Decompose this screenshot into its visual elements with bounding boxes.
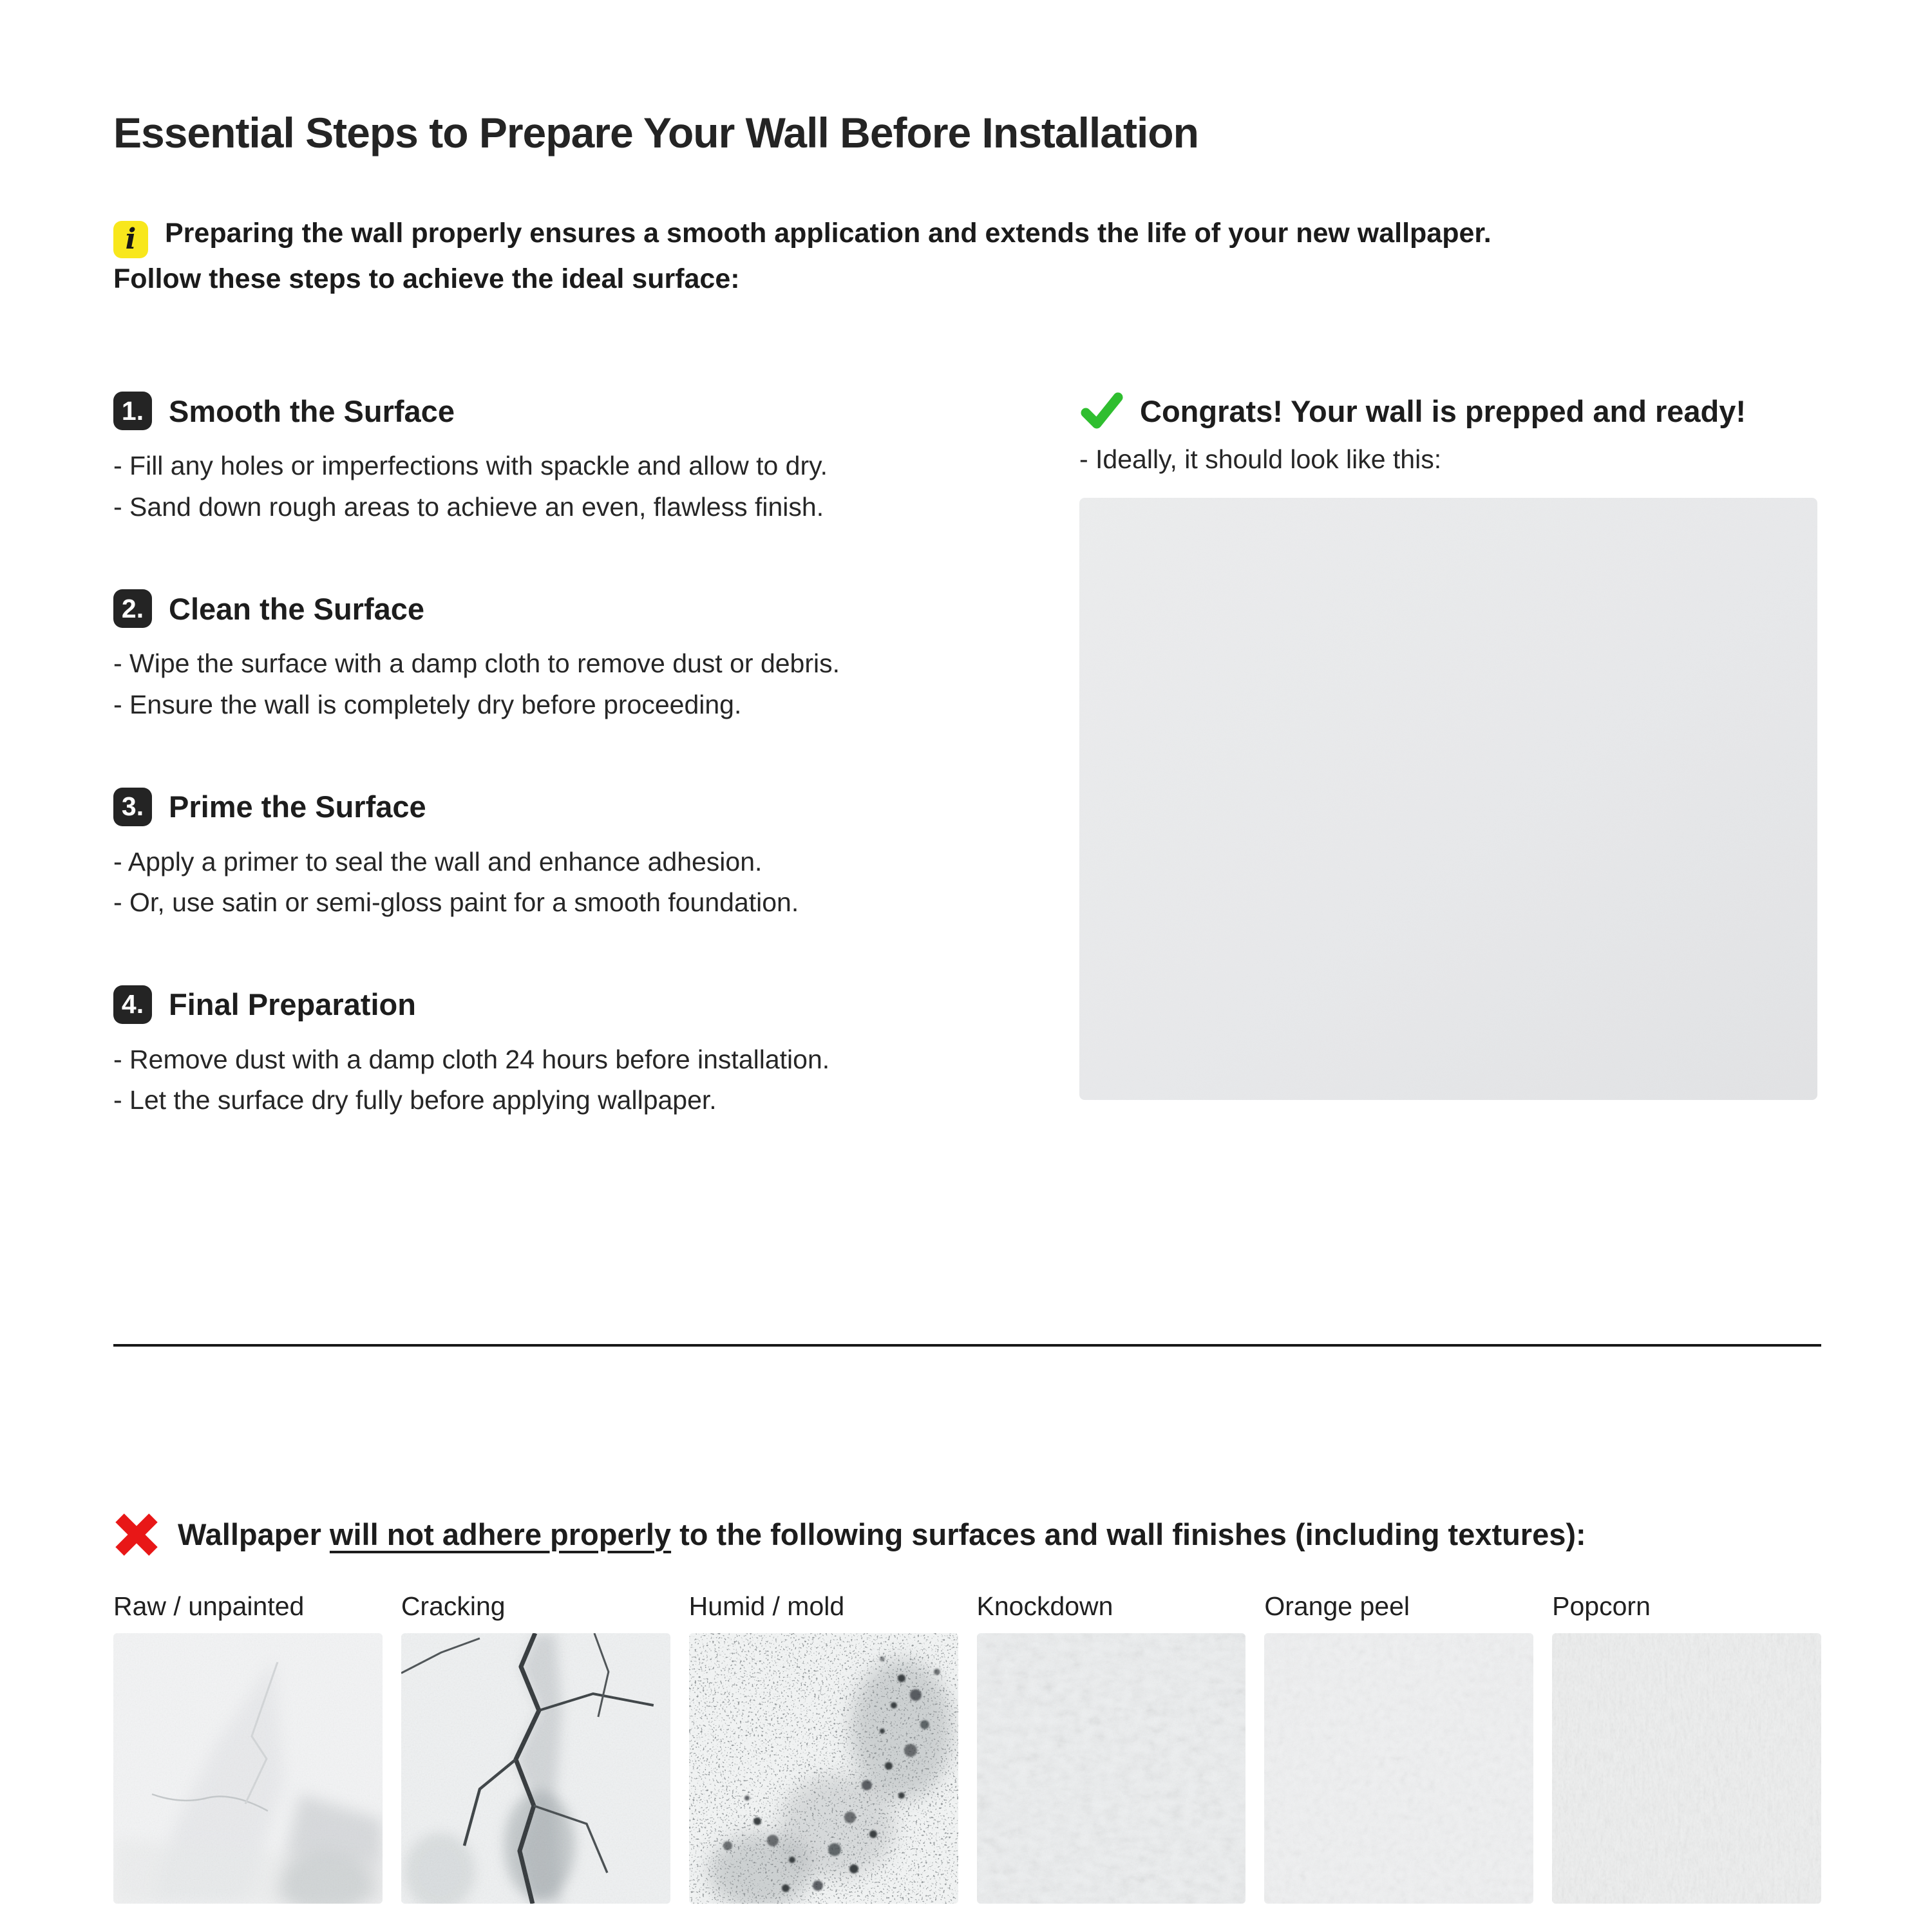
warning-text	[178, 1517, 1586, 1552]
surface-label: Cracking	[401, 1591, 506, 1621]
step-1-header	[113, 392, 1079, 430]
step-1-details	[113, 446, 1079, 527]
check-icon	[1079, 392, 1124, 430]
step-title: Final Preparation	[169, 987, 416, 1022]
page-title: Essential Steps to Prepare Your Wall Before Installation	[113, 109, 1198, 156]
step-number-badge: 3.	[113, 788, 152, 826]
intro-paragraph	[113, 213, 1821, 300]
section-divider	[113, 1344, 1821, 1347]
surface-label: Popcorn	[1552, 1591, 1651, 1621]
warning-suffix: to the following surfaces and wall finishes (including textures):	[671, 1517, 1586, 1552]
surface-humid-mold	[689, 1591, 958, 1904]
warning-prefix: Wallpaper	[178, 1517, 330, 1552]
step-2	[113, 589, 1079, 725]
two-column-layout	[113, 392, 1821, 1182]
texture-image-raw-unpainted	[113, 1633, 383, 1904]
step-detail-line: - Ensure the wall is completely dry before proceeding.	[113, 690, 742, 719]
warning-header	[113, 1511, 1821, 1558]
intro-line-1: Preparing the wall properly ensures a smooth application and extends the life of your new wallpaper.	[165, 218, 1492, 249]
step-title: Clean the Surface	[169, 591, 425, 626]
step-2-details	[113, 643, 1079, 725]
texture-image-cracking	[401, 1633, 670, 1904]
step-detail-line: - Wipe the surface with a damp cloth to remove dust or debris.	[113, 649, 840, 679]
step-detail-line: - Apply a primer to seal the wall and enhance adhesion.	[113, 846, 762, 876]
step-number-badge: 2.	[113, 589, 152, 628]
step-title: Prime the Surface	[169, 790, 426, 824]
surface-label: Raw / unpainted	[113, 1591, 305, 1621]
surface-cracking	[401, 1591, 670, 1904]
texture-image-knockdown	[977, 1633, 1246, 1904]
step-3-header	[113, 788, 1079, 826]
step-number-badge: 4.	[113, 985, 152, 1024]
step-4	[113, 985, 1079, 1121]
cross-icon	[113, 1511, 160, 1558]
step-detail-line: - Or, use satin or semi-gloss paint for a smooth foundation.	[113, 887, 799, 918]
step-number-badge: 1.	[113, 392, 152, 430]
surface-label: Humid / mold	[688, 1591, 845, 1621]
surface-label: Knockdown	[976, 1591, 1113, 1621]
intro-line-2: Follow these steps to achieve the ideal surface:	[113, 263, 740, 294]
surface-knockdown	[977, 1591, 1246, 1904]
surface-popcorn	[1552, 1591, 1821, 1904]
step-detail-line: - Fill any holes or imperfections with spackle and allow to dry.	[113, 451, 828, 481]
surface-orange-peel	[1264, 1591, 1533, 1904]
step-title: Smooth the Surface	[169, 393, 455, 428]
step-2-header	[113, 589, 1079, 628]
smooth-wall-image	[1079, 498, 1817, 1100]
texture-image-orange-peel	[1264, 1633, 1533, 1904]
warning-underlined: will not adhere properly	[329, 1517, 672, 1552]
step-4-header	[113, 985, 1079, 1024]
step-3-details	[113, 842, 1079, 923]
surface-label: Orange peel	[1264, 1591, 1410, 1621]
texture-image-popcorn	[1552, 1633, 1821, 1904]
congrats-subtitle: - Ideally, it should look like this:	[1079, 444, 1442, 475]
info-icon-glyph: i	[125, 223, 137, 256]
surface-raw-unpainted	[113, 1591, 383, 1904]
steps-column	[113, 392, 1079, 1182]
bad-surfaces-grid	[113, 1591, 1821, 1904]
info-icon	[113, 221, 148, 258]
congrats-column	[1079, 392, 1821, 1100]
congrats-title: Congrats! Your wall is prepped and ready!	[1140, 393, 1747, 428]
step-3	[113, 788, 1079, 923]
step-detail-line: - Sand down rough areas to achieve an even, flawless finish.	[113, 491, 824, 522]
step-4-details	[113, 1039, 1079, 1121]
step-1	[113, 392, 1079, 527]
step-detail-line: - Let the surface dry fully before applying wallpaper.	[113, 1085, 717, 1115]
step-detail-line: - Remove dust with a damp cloth 24 hours before installation.	[113, 1044, 830, 1074]
texture-image-humid-mold	[689, 1633, 958, 1904]
congrats-header	[1079, 392, 1821, 430]
